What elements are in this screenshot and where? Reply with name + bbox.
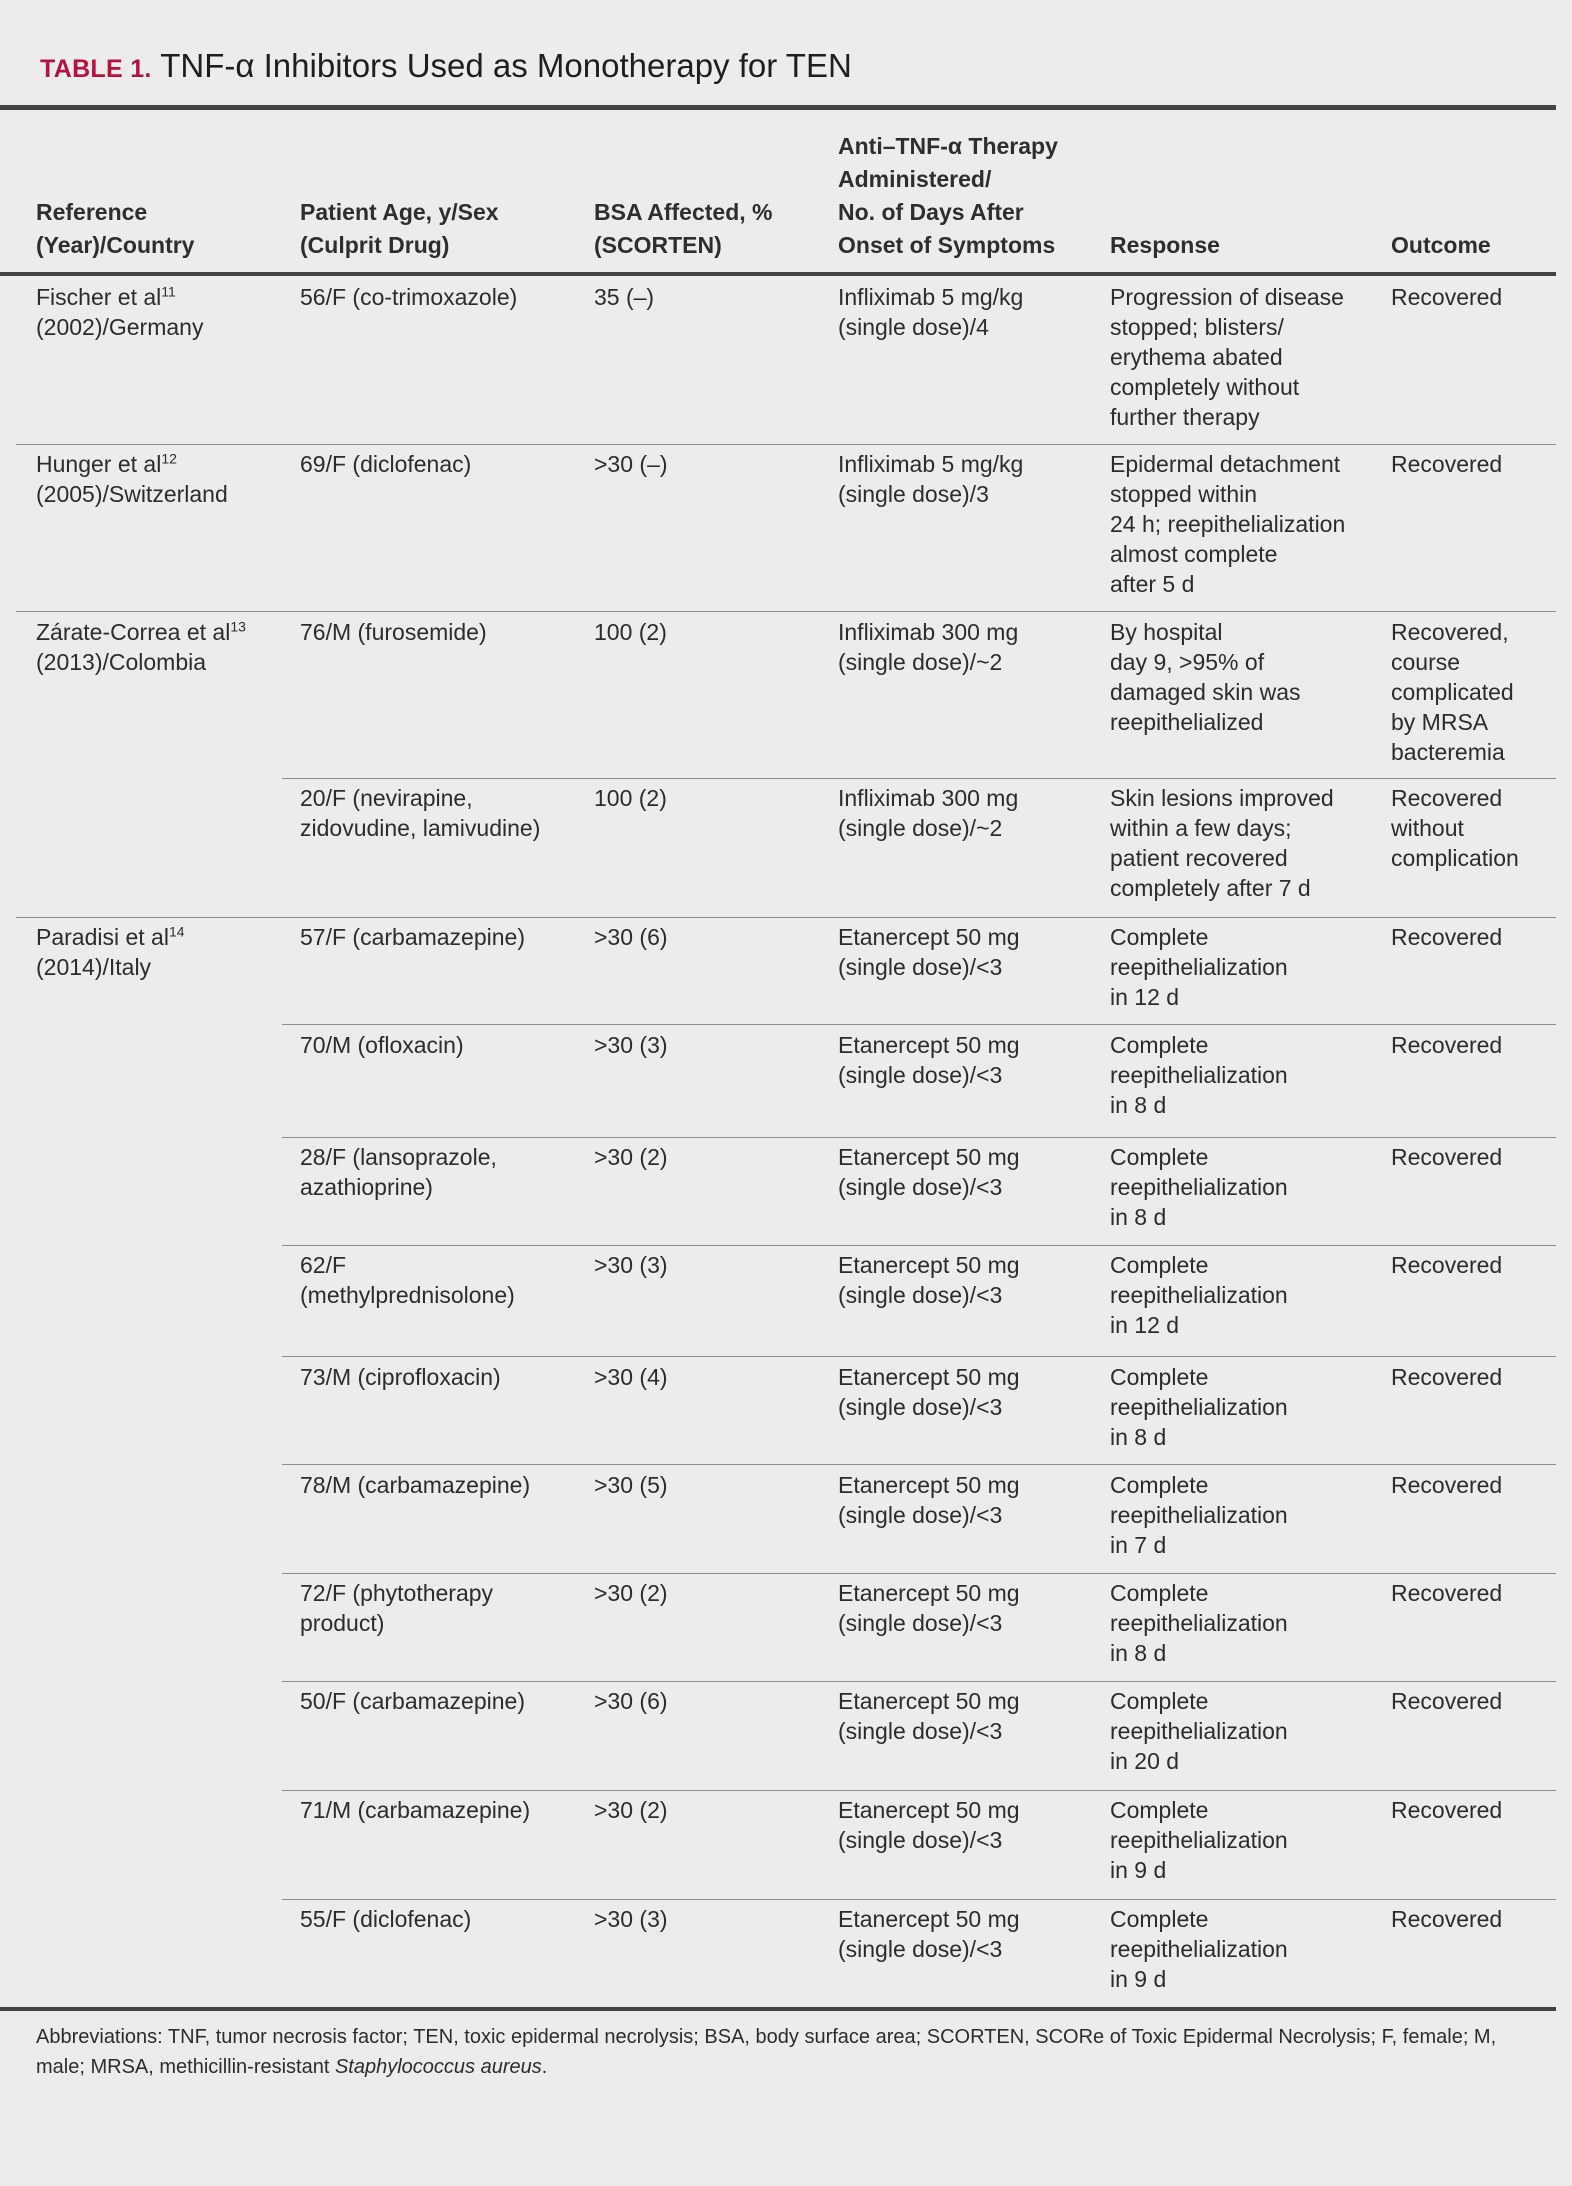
row-separator: [282, 1464, 1556, 1465]
reference-number: 12: [161, 450, 177, 467]
therapy-cell: Etanercept 50 mg (single dose)/<3: [838, 1364, 1020, 1420]
therapy-cell: Etanercept 50 mg (single dose)/<3: [838, 1797, 1020, 1853]
therapy-cell: Etanercept 50 mg (single dose)/<3: [838, 1472, 1020, 1528]
response-cell: Complete reepithelialization in 8 d: [1110, 1580, 1288, 1666]
row-separator: [282, 1681, 1556, 1682]
column-header: Reference (Year)/Country: [36, 199, 195, 258]
bsa-cell: 100 (2): [594, 619, 667, 645]
outcome-cell: Recovered: [1391, 1364, 1503, 1390]
reference-year-country: (2014)/Italy: [36, 954, 152, 980]
patient-cell: 76/M (furosemide): [300, 619, 487, 645]
patient-cell: 73/M (ciprofloxacin): [300, 1364, 501, 1390]
row-separator: [282, 1356, 1556, 1357]
column-header: Response: [1110, 232, 1220, 258]
therapy-cell: Etanercept 50 mg (single dose)/<3: [838, 1906, 1020, 1962]
outcome-cell: Recovered: [1391, 1032, 1503, 1058]
top-rule: [0, 105, 1556, 110]
response-cell: By hospital day 9, >95% of damaged skin was reepithelialized: [1110, 619, 1301, 735]
bsa-cell: >30 (2): [594, 1797, 668, 1823]
response-cell: Skin lesions improved within a few days; patient recovered completely after 7 d: [1110, 785, 1334, 901]
bsa-cell: >30 (6): [594, 1688, 668, 1714]
therapy-cell: Infliximab 5 mg/kg (single dose)/3: [838, 451, 1024, 507]
bsa-cell: >30 (–): [594, 451, 668, 477]
reference-year-country: (2013)/Colombia: [36, 649, 207, 675]
bsa-cell: 35 (–): [594, 284, 655, 310]
table-number: TABLE 1.: [40, 55, 152, 83]
outcome-cell: Recovered: [1391, 284, 1503, 310]
column-header: Anti–TNF-α Therapy Administered/ No. of Days After Onset of Symptoms: [838, 133, 1058, 258]
reference-year-country: (2002)/Germany: [36, 314, 204, 340]
outcome-cell: Recovered, course complicated by MRSA bacteremia: [1391, 619, 1514, 765]
bsa-cell: >30 (4): [594, 1364, 668, 1390]
reference-cell: [36, 922, 296, 982]
patient-cell: 57/F (carbamazepine): [300, 924, 525, 950]
outcome-cell: Recovered: [1391, 1472, 1503, 1498]
therapy-cell: Etanercept 50 mg (single dose)/<3: [838, 1252, 1020, 1308]
patient-cell: 20/F (nevirapine, zidovudine, lamivudine): [300, 785, 541, 841]
column-header: BSA Affected, % (SCORTEN): [594, 199, 773, 258]
patient-cell: 55/F (diclofenac): [300, 1906, 472, 1932]
bsa-cell: >30 (2): [594, 1144, 668, 1170]
footnote-text: Abbreviations: TNF, tumor necrosis factor; TEN, toxic epidermal necrolysis; BSA, body surface area; SCORTEN, SCORe of Toxic Epidermal Necrolysis; F, female; M, male; MRSA, methicillin-resistant: [36, 2026, 1497, 2078]
row-separator: [282, 1573, 1556, 1574]
patient-cell: 28/F (lansoprazole, azathioprine): [300, 1144, 497, 1200]
response-cell: Complete reepithelialization in 9 d: [1110, 1797, 1288, 1883]
therapy-cell: Etanercept 50 mg (single dose)/<3: [838, 1688, 1020, 1744]
patient-cell: 70/M (ofloxacin): [300, 1032, 464, 1058]
reference-author: Zárate-Correa et al: [36, 619, 231, 645]
bsa-cell: >30 (3): [594, 1906, 668, 1932]
row-separator: [282, 1024, 1556, 1025]
response-cell: Complete reepithelialization in 8 d: [1110, 1032, 1288, 1118]
reference-cell: [36, 617, 296, 677]
patient-cell: 62/F (methylprednisolone): [300, 1252, 515, 1308]
row-separator: [16, 917, 1556, 918]
bsa-cell: >30 (5): [594, 1472, 668, 1498]
response-cell: Progression of disease stopped; blisters/ erythema abated completely without further therapy: [1110, 284, 1344, 430]
patient-cell: 71/M (carbamazepine): [300, 1797, 531, 1823]
reference-number: 14: [168, 923, 185, 940]
therapy-cell: Etanercept 50 mg (single dose)/<3: [838, 1580, 1020, 1636]
reference-number: 11: [161, 283, 176, 300]
bottom-rule: [0, 2007, 1556, 2011]
table-caption: TNF-α Inhibitors Used as Monotherapy for TEN: [160, 47, 852, 84]
outcome-cell: Recovered without complication: [1391, 785, 1519, 871]
therapy-cell: Infliximab 300 mg (single dose)/~2: [838, 785, 1019, 841]
therapy-cell: Infliximab 300 mg (single dose)/~2: [838, 619, 1019, 675]
bsa-cell: >30 (3): [594, 1032, 668, 1058]
patient-cell: 50/F (carbamazepine): [300, 1688, 525, 1714]
reference-author: Fischer et al: [36, 284, 162, 310]
reference-cell: [36, 449, 296, 509]
therapy-cell: Etanercept 50 mg (single dose)/<3: [838, 1144, 1020, 1200]
row-separator: [16, 611, 1556, 612]
patient-cell: 56/F (co-trimoxazole): [300, 284, 518, 310]
response-cell: Complete reepithelialization in 12 d: [1110, 1252, 1288, 1338]
outcome-cell: Recovered: [1391, 1797, 1503, 1823]
therapy-cell: Infliximab 5 mg/kg (single dose)/4: [838, 284, 1024, 340]
reference-number: 13: [230, 618, 246, 635]
row-separator: [282, 1790, 1556, 1791]
row-separator: [282, 1245, 1556, 1246]
column-header: Patient Age, y/Sex (Culprit Drug): [300, 199, 499, 258]
patient-cell: 69/F (diclofenac): [300, 451, 472, 477]
row-separator: [16, 444, 1556, 445]
reference-year-country: (2005)/Switzerland: [36, 481, 228, 507]
bsa-cell: >30 (6): [594, 924, 668, 950]
row-separator: [282, 1899, 1556, 1900]
therapy-cell: Etanercept 50 mg (single dose)/<3: [838, 924, 1020, 980]
header-rule: [0, 272, 1556, 276]
bsa-cell: 100 (2): [594, 785, 667, 811]
footnote: [36, 2022, 1536, 2082]
response-cell: Complete reepithelialization in 8 d: [1110, 1364, 1288, 1450]
outcome-cell: Recovered: [1391, 1252, 1503, 1278]
outcome-cell: Recovered: [1391, 1906, 1503, 1932]
therapy-cell: Etanercept 50 mg (single dose)/<3: [838, 1032, 1020, 1088]
response-cell: Complete reepithelialization in 8 d: [1110, 1144, 1288, 1230]
patient-cell: 78/M (carbamazepine): [300, 1472, 531, 1498]
footnote-italic: Staphylococcus aureus: [334, 2056, 542, 2078]
response-cell: Complete reepithelialization in 20 d: [1110, 1688, 1288, 1774]
bsa-cell: >30 (2): [594, 1580, 668, 1606]
outcome-cell: Recovered: [1391, 924, 1503, 950]
patient-cell: 72/F (phytotherapy product): [300, 1580, 494, 1636]
column-header: Outcome: [1391, 232, 1491, 258]
response-cell: Complete reepithelialization in 7 d: [1110, 1472, 1288, 1558]
outcome-cell: Recovered: [1391, 451, 1503, 477]
response-cell: Complete reepithelialization in 9 d: [1110, 1906, 1288, 1992]
reference-cell: [36, 282, 296, 342]
table-title: [40, 46, 852, 89]
row-separator: [282, 778, 1556, 779]
outcome-cell: Recovered: [1391, 1580, 1503, 1606]
footnote-end: .: [541, 2056, 548, 2078]
row-separator: [282, 1137, 1556, 1138]
response-cell: Epidermal detachment stopped within 24 h; reepithelialization almost complete after 5 d: [1110, 451, 1346, 597]
bsa-cell: >30 (3): [594, 1252, 668, 1278]
outcome-cell: Recovered: [1391, 1688, 1503, 1714]
response-cell: Complete reepithelialization in 12 d: [1110, 924, 1288, 1010]
outcome-cell: Recovered: [1391, 1144, 1503, 1170]
reference-author: Paradisi et al: [36, 924, 169, 950]
reference-author: Hunger et al: [36, 451, 162, 477]
